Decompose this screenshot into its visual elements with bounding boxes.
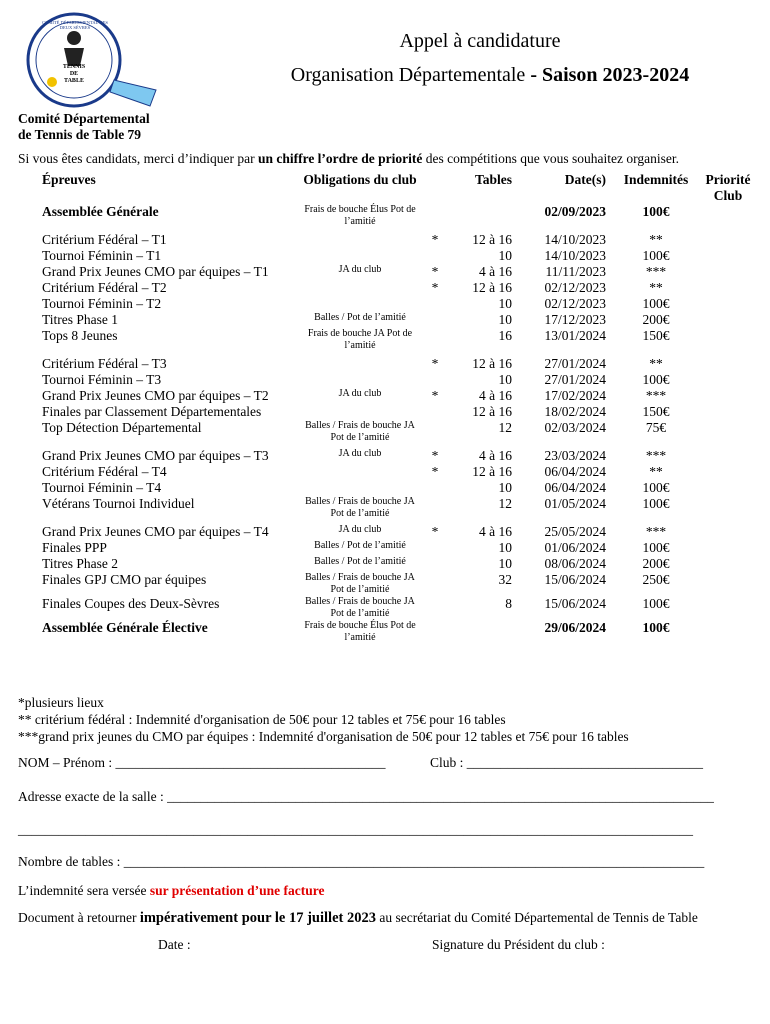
date-cell: 23/03/2024 — [544, 448, 606, 463]
indemnite-note — [18, 883, 324, 899]
obligations-cell: Balles / Pot de l’amitié — [314, 312, 406, 323]
indemnite-cell: 100€ — [642, 204, 670, 219]
date-cell: 01/05/2024 — [544, 496, 606, 511]
obligations-cell: Balles / Frais de bouche JA Pot de l’amitié — [305, 572, 415, 595]
epreuve-cell: Finales Coupes des Deux-Sèvres — [42, 596, 220, 611]
club-field[interactable]: Club : ___________________________________ — [430, 755, 704, 770]
title-line-1: Appel à candidature — [399, 30, 561, 52]
indemnite-cell: ** — [649, 356, 663, 371]
col-tables: Tables — [474, 172, 512, 187]
date-cell: 29/06/2024 — [544, 620, 606, 635]
logo-sub-1: TENNIS — [62, 64, 86, 70]
indemnite-cell: 75€ — [645, 420, 667, 435]
tables-cell — [446, 620, 524, 644]
intro-bold: un chiffre l’ordre de priorité — [257, 151, 423, 166]
table-row — [38, 352, 758, 372]
indemnite-cell: ** — [649, 232, 663, 247]
title-normal: Organisation Départementale — [290, 64, 526, 86]
col-epreuves: Épreuves — [42, 172, 96, 187]
priorite-cell[interactable] — [698, 296, 758, 312]
epreuve-cell: Tournoi Féminin – T3 — [42, 372, 162, 387]
star-cell — [424, 620, 446, 644]
star-cell — [424, 540, 446, 556]
tables-cell: 10 — [498, 296, 512, 311]
org-line-1: Comité Départemental — [18, 111, 150, 126]
indemnite-cell: 100€ — [642, 480, 670, 495]
epreuve-cell: Tournoi Féminin – T1 — [42, 248, 162, 263]
organisation-name — [18, 111, 150, 143]
obligations-cell — [296, 296, 424, 312]
date-cell: 01/06/2024 — [544, 540, 606, 555]
priorite-cell[interactable] — [698, 352, 758, 372]
star-cell — [424, 296, 446, 312]
indemnite-cell: *** — [645, 448, 667, 463]
date-cell: 17/12/2023 — [544, 312, 606, 327]
title-line-2 — [230, 64, 750, 87]
indemnite-cell: *** — [645, 524, 667, 539]
indemnite-cell: 200€ — [642, 556, 670, 571]
indemnite-cell: 100€ — [642, 372, 670, 387]
table-row — [38, 572, 758, 596]
indemnite-cell: 150€ — [642, 328, 670, 343]
epreuve-cell: Critérium Fédéral – T1 — [42, 232, 167, 247]
star-cell: * — [431, 388, 439, 403]
star-cell — [424, 404, 446, 420]
priorite-cell[interactable] — [698, 204, 758, 228]
star-cell — [424, 596, 446, 620]
priorite-cell[interactable] — [698, 372, 758, 388]
col-dates: Date(s) — [564, 172, 606, 187]
tables-cell: 8 — [505, 596, 512, 611]
table-row — [38, 496, 758, 520]
table-row — [38, 420, 758, 444]
star-cell: * — [431, 524, 439, 539]
priorite-cell[interactable] — [698, 572, 758, 596]
table-row — [38, 372, 758, 388]
obligations-cell: JA du club — [338, 448, 382, 459]
star-cell — [424, 204, 446, 228]
table-row — [38, 620, 758, 644]
col-priorite: Priorité Club — [705, 172, 751, 203]
date-cell: 06/04/2024 — [544, 464, 606, 479]
epreuve-cell: Titres Phase 2 — [42, 556, 119, 571]
priorite-cell[interactable] — [698, 280, 758, 296]
table-row — [38, 444, 758, 464]
retour-note — [18, 910, 698, 927]
logo — [14, 8, 164, 118]
epreuve-cell: Finales PPP — [42, 540, 107, 555]
priorite-cell[interactable] — [698, 248, 758, 264]
star-cell — [424, 556, 446, 572]
priorite-cell[interactable] — [698, 496, 758, 520]
date-cell: 27/01/2024 — [544, 356, 606, 371]
logo-sub-3: TABLE — [64, 78, 84, 84]
indemnite-cell: 100€ — [642, 540, 670, 555]
date-cell: 18/02/2024 — [544, 404, 606, 419]
intro-after: des compétitions que vous souhaitez organiser. — [422, 151, 679, 166]
tables-cell: 12 à 16 — [472, 356, 512, 371]
priorite-cell[interactable] — [698, 388, 758, 404]
priorite-cell[interactable] — [698, 540, 758, 556]
col-obligations: Obligations du club — [303, 172, 417, 187]
obligations-cell — [296, 228, 424, 248]
date-cell: 02/09/2023 — [544, 204, 606, 219]
obligations-cell — [296, 248, 424, 264]
star-cell — [424, 312, 446, 328]
tables-cell: 10 — [498, 540, 512, 555]
date-cell: 02/12/2023 — [544, 280, 606, 295]
epreuve-cell: Finales GPJ CMO par équipes — [42, 572, 207, 587]
obligations-cell: JA du club — [338, 388, 382, 399]
star-cell: * — [431, 264, 439, 279]
table-row — [38, 404, 758, 420]
priorite-cell[interactable] — [698, 464, 758, 480]
logo-ring-text: COMITÉ DÉPARTEMENTAL DES DEUX SÈVRES — [42, 20, 108, 30]
indemnite-cell: 100€ — [642, 248, 670, 263]
epreuve-cell: Tops 8 Jeunes — [42, 328, 118, 343]
epreuve-cell: Grand Prix Jeunes CMO par équipes – T2 — [42, 388, 269, 403]
tables-cell: 4 à 16 — [479, 264, 512, 279]
star-cell — [424, 572, 446, 596]
table-row — [38, 388, 758, 404]
table-row — [38, 312, 758, 328]
epreuve-cell: Vétérans Tournoi Individuel — [42, 496, 195, 511]
tables-cell: 4 à 16 — [479, 388, 512, 403]
obligations-cell — [296, 464, 424, 480]
table-row — [38, 540, 758, 556]
indemnite-cell: *** — [645, 264, 667, 279]
indemnite-red: sur présentation d’une facture — [149, 883, 325, 898]
indemnite-cell: ** — [649, 280, 663, 295]
signature-label: Signature du Président du club : — [432, 937, 605, 952]
date-cell: 15/06/2024 — [544, 572, 606, 587]
obligations-cell: JA du club — [338, 264, 382, 275]
table-row — [38, 204, 758, 228]
table-row — [38, 228, 758, 248]
tables-cell: 4 à 16 — [479, 448, 512, 463]
star-cell — [424, 328, 446, 352]
obligations-cell: Frais de bouche Élus Pot de l’amitié — [304, 204, 416, 227]
priorite-cell[interactable] — [698, 264, 758, 280]
date-cell: 25/05/2024 — [544, 524, 606, 539]
priorite-cell[interactable] — [698, 328, 758, 352]
date-cell: 14/10/2023 — [544, 248, 606, 263]
priorite-cell[interactable] — [698, 404, 758, 420]
obligations-cell — [296, 372, 424, 388]
priorite-cell[interactable] — [698, 312, 758, 328]
priorite-cell[interactable] — [698, 520, 758, 540]
intro-text — [18, 151, 679, 167]
obligations-cell: Balles / Frais de bouche JA Pot de l’amitié — [305, 596, 415, 619]
date-cell: 13/01/2024 — [544, 328, 606, 343]
tables-cell — [446, 204, 524, 228]
date-cell: 17/02/2024 — [544, 388, 606, 403]
date-cell: 11/11/2023 — [545, 264, 606, 279]
epreuve-cell: Critérium Fédéral – T3 — [42, 356, 167, 371]
epreuve-cell: Titres Phase 1 — [42, 312, 119, 327]
tables-cell: 10 — [498, 372, 512, 387]
date-cell: 27/01/2024 — [544, 372, 606, 387]
priorite-cell[interactable] — [698, 620, 758, 644]
epreuve-cell: Assemblée Générale Élective — [42, 620, 208, 635]
adresse-line-2[interactable]: ____________________________________________________________________________________________________ — [18, 822, 693, 837]
tables-cell: 10 — [498, 312, 512, 327]
indemnite-cell: 250€ — [642, 572, 670, 587]
intro-before: Si vous êtes candidats, merci d’indiquer par — [18, 151, 258, 166]
tables-cell: 12 à 16 — [472, 280, 512, 295]
indemnite-cell: 150€ — [642, 404, 670, 419]
obligations-cell: Balles / Pot de l’amitié — [314, 540, 406, 551]
note-1: *plusieurs lieux — [18, 695, 104, 710]
epreuve-cell: Finales par Classement Départementales — [42, 404, 262, 419]
table-row — [38, 480, 758, 496]
tables-cell: 4 à 16 — [479, 524, 512, 539]
retour-bold: impérativement pour le 17 juillet 2023 — [139, 910, 376, 926]
date-cell: 02/12/2023 — [544, 296, 606, 311]
obligations-cell: Frais de bouche Élus Pot de l’amitié — [304, 620, 416, 643]
date-cell: 15/06/2024 — [544, 596, 606, 611]
star-cell — [424, 420, 446, 444]
epreuve-cell: Assemblée Générale — [42, 204, 159, 219]
tables-cell: 10 — [498, 480, 512, 495]
indemnite-cell: 100€ — [642, 620, 670, 635]
tables-cell: 12 — [498, 420, 512, 435]
table-row — [38, 596, 758, 620]
nombre-tables-field[interactable]: Nombre de tables : ______________________________________________________________________________________ — [18, 854, 705, 869]
star-cell — [424, 480, 446, 496]
indemnite-cell: *** — [645, 388, 667, 403]
adresse-field[interactable]: Adresse exacte de la salle : _________________________________________________________________________________ — [18, 789, 714, 804]
priorite-cell[interactable] — [698, 228, 758, 248]
table-row — [38, 520, 758, 540]
star-cell: * — [431, 464, 439, 479]
epreuve-cell: Top Détection Départemental — [42, 420, 202, 435]
priorite-cell[interactable] — [698, 596, 758, 620]
tables-cell: 10 — [498, 556, 512, 571]
obligations-cell — [296, 352, 424, 372]
date-cell: 02/03/2024 — [544, 420, 606, 435]
retour-before: Document à retourner — [18, 910, 140, 925]
priorite-cell[interactable] — [698, 420, 758, 444]
tables-cell: 16 — [498, 328, 512, 343]
indemnite-cell: 100€ — [642, 296, 670, 311]
table-row — [38, 556, 758, 572]
nom-prenom-field[interactable]: NOM – Prénom : ________________________________________ — [18, 755, 386, 770]
obligations-cell: Balles / Frais de bouche JA Pot de l’amitié — [305, 496, 415, 519]
obligations-cell — [296, 480, 424, 496]
obligations-cell — [296, 404, 424, 420]
obligations-cell — [296, 280, 424, 296]
priorite-cell[interactable] — [698, 444, 758, 464]
tables-cell: 32 — [498, 572, 512, 587]
table-row — [38, 280, 758, 296]
indemnite-cell: 100€ — [642, 496, 670, 511]
date-cell: 06/04/2024 — [544, 480, 606, 495]
priorite-cell[interactable] — [698, 556, 758, 572]
indemnite-cell: ** — [649, 464, 663, 479]
epreuve-cell: Tournoi Féminin – T4 — [42, 480, 162, 495]
epreuve-cell: Grand Prix Jeunes CMO par équipes – T4 — [42, 524, 269, 539]
epreuve-cell: Critérium Fédéral – T4 — [42, 464, 167, 479]
obligations-cell: Frais de bouche JA Pot de l’amitié — [307, 328, 413, 351]
indemnite-before: L’indemnité sera versée — [18, 883, 150, 898]
obligations-cell: JA du club — [338, 524, 382, 535]
table-row — [38, 264, 758, 280]
table-row — [38, 248, 758, 264]
tables-cell: 10 — [498, 248, 512, 263]
title-bold: - Saison 2023-2024 — [525, 64, 690, 86]
star-cell — [424, 496, 446, 520]
indemnite-cell: 100€ — [642, 596, 670, 611]
col-star — [424, 172, 446, 204]
org-line-2: de Tennis de Table 79 — [18, 127, 142, 142]
notes — [18, 694, 629, 745]
table-header — [38, 172, 758, 204]
obligations-cell: Balles / Frais de bouche JA Pot de l’amitié — [305, 420, 415, 443]
table-row — [38, 328, 758, 352]
date-label: Date : — [158, 937, 191, 952]
star-cell — [424, 372, 446, 388]
star-cell: * — [431, 448, 439, 463]
tables-cell: 12 — [498, 496, 512, 511]
table-row — [38, 296, 758, 312]
epreuve-cell: Critérium Fédéral – T2 — [42, 280, 167, 295]
star-cell: * — [431, 232, 439, 247]
star-cell: * — [431, 280, 439, 295]
tables-cell: 12 à 16 — [472, 404, 512, 419]
indemnite-cell: 200€ — [642, 312, 670, 327]
epreuve-cell: Tournoi Féminin – T2 — [42, 296, 162, 311]
note-3: ***grand prix jeunes du CMO par équipes : Indemnité d'organisation de 50€ pour 12 tables et 75€ pour 16 tables — [18, 729, 629, 744]
tables-cell: 12 à 16 — [472, 464, 512, 479]
epreuve-cell: Grand Prix Jeunes CMO par équipes – T3 — [42, 448, 269, 463]
star-cell: * — [431, 356, 439, 371]
star-cell — [424, 248, 446, 264]
retour-after: au secrétariat du Comité Départemental de Tennis de Table — [375, 910, 698, 925]
date-cell: 14/10/2023 — [544, 232, 606, 247]
obligations-cell: Balles / Pot de l’amitié — [314, 556, 406, 567]
tables-cell: 12 à 16 — [472, 232, 512, 247]
col-indemnites: Indemnités — [623, 172, 689, 187]
logo-sub-2: DE — [69, 71, 79, 77]
table-row — [38, 464, 758, 480]
priorite-cell[interactable] — [698, 480, 758, 496]
competitions-table — [38, 172, 758, 644]
epreuve-cell: Grand Prix Jeunes CMO par équipes – T1 — [42, 264, 269, 279]
date-cell: 08/06/2024 — [544, 556, 606, 571]
note-2: ** critérium fédéral : Indemnité d'organisation de 50€ pour 12 tables et 75€ pour 16 tables — [18, 712, 506, 727]
